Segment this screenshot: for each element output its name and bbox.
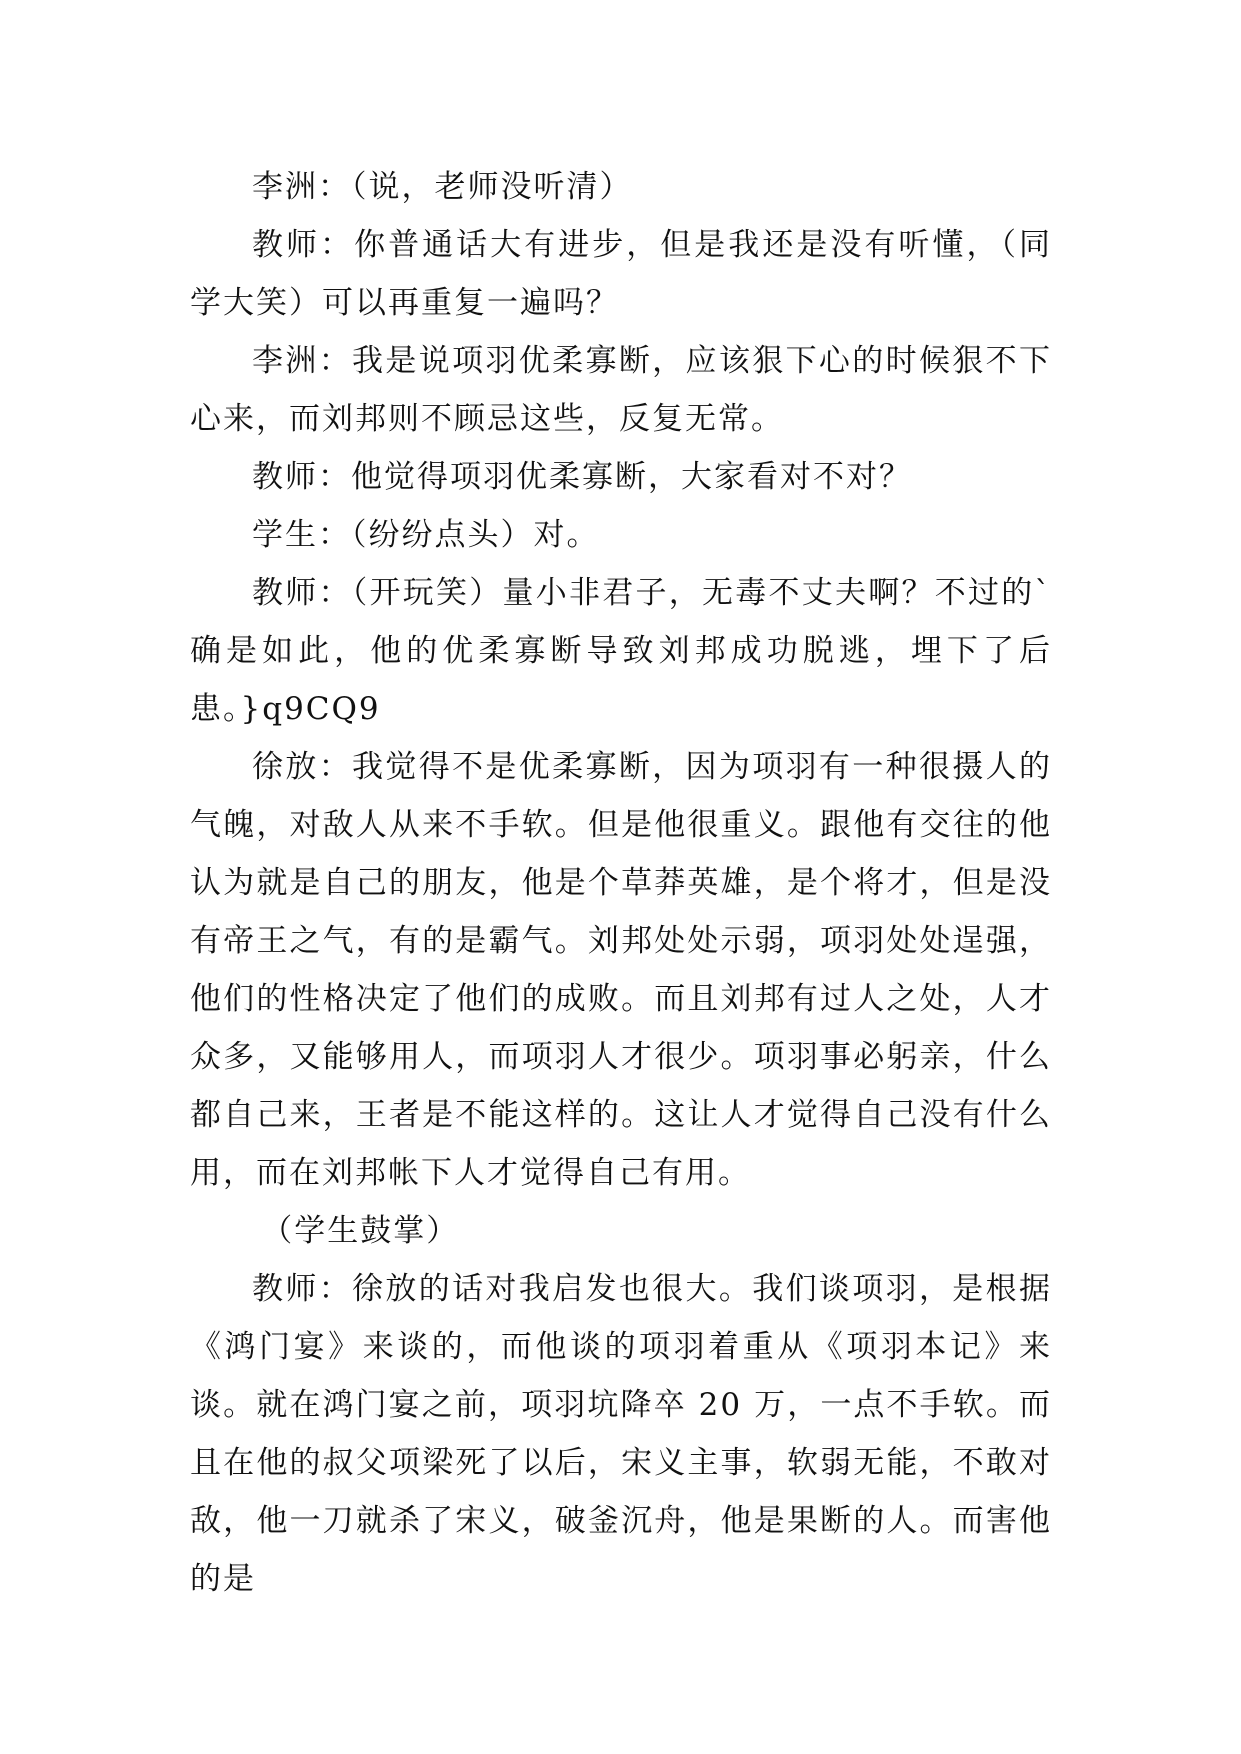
document-body — [190, 158, 1052, 1608]
paragraph-xu-fang-1: 徐放：我觉得不是优柔寡断，因为项羽有一种很摄人的气魄，对敌人从来不手软。但是他很重义。跟他有交往的他认为就是自己的朋友，他是个草莽英雄，是个将才，但是没有帝王之气，有的是霸气。刘邦处处示弱，项羽处处逞强，他们的性格决定了他们的成败。而且刘邦有过人之处，人才众多，又能够用人，而项羽人才很少。项羽事必躬亲，什么都自己来，王者是不能这样的。这让人才觉得自己没有什么用，而在刘邦帐下人才觉得自己有用。 — [190, 749, 1052, 1191]
paragraph-teacher-1: 教师：你普通话大有进步，但是我还是没有听懂，（同学大笑）可以再重复一遍吗？ — [190, 227, 1052, 321]
paragraph-teacher-2: 教师：他觉得项羽优柔寡断，大家看对不对？ — [252, 459, 912, 495]
paragraph-stage-direction: （学生鼓掌） — [261, 1213, 460, 1249]
paragraph-teacher-3: 教师：（开玩笑）量小非君子，无毒不丈夫啊？不过的`确是如此，他的优柔寡断导致刘邦成功脱逃，埋下了后患。}q9CQ9 — [190, 575, 1052, 727]
paragraph-teacher-4: 教师：徐放的话对我启发也很大。我们谈项羽，是根据《鸿门宴》来谈的，而他谈的项羽着重从《项羽本记》来谈。就在鸿门宴之前，项羽坑降卒 20 万，一点不手软。而且在他的叔父项梁死了以后，宋义主事，软弱无能，不敢对敌，他一刀就杀了宋义，破釜沉舟，他是果断的人。而害他的是 — [190, 1271, 1052, 1597]
paragraph-students-1: 学生：（纷纷点头）对。 — [252, 517, 600, 553]
paragraph-li-zhou-2: 李洲：我是说项羽优柔寡断，应该狠下心的时候狠不下心来，而刘邦则不顾忌这些，反复无常。 — [190, 343, 1052, 437]
paragraph-li-zhou-1: 李洲：（说，老师没听清） — [252, 169, 633, 205]
